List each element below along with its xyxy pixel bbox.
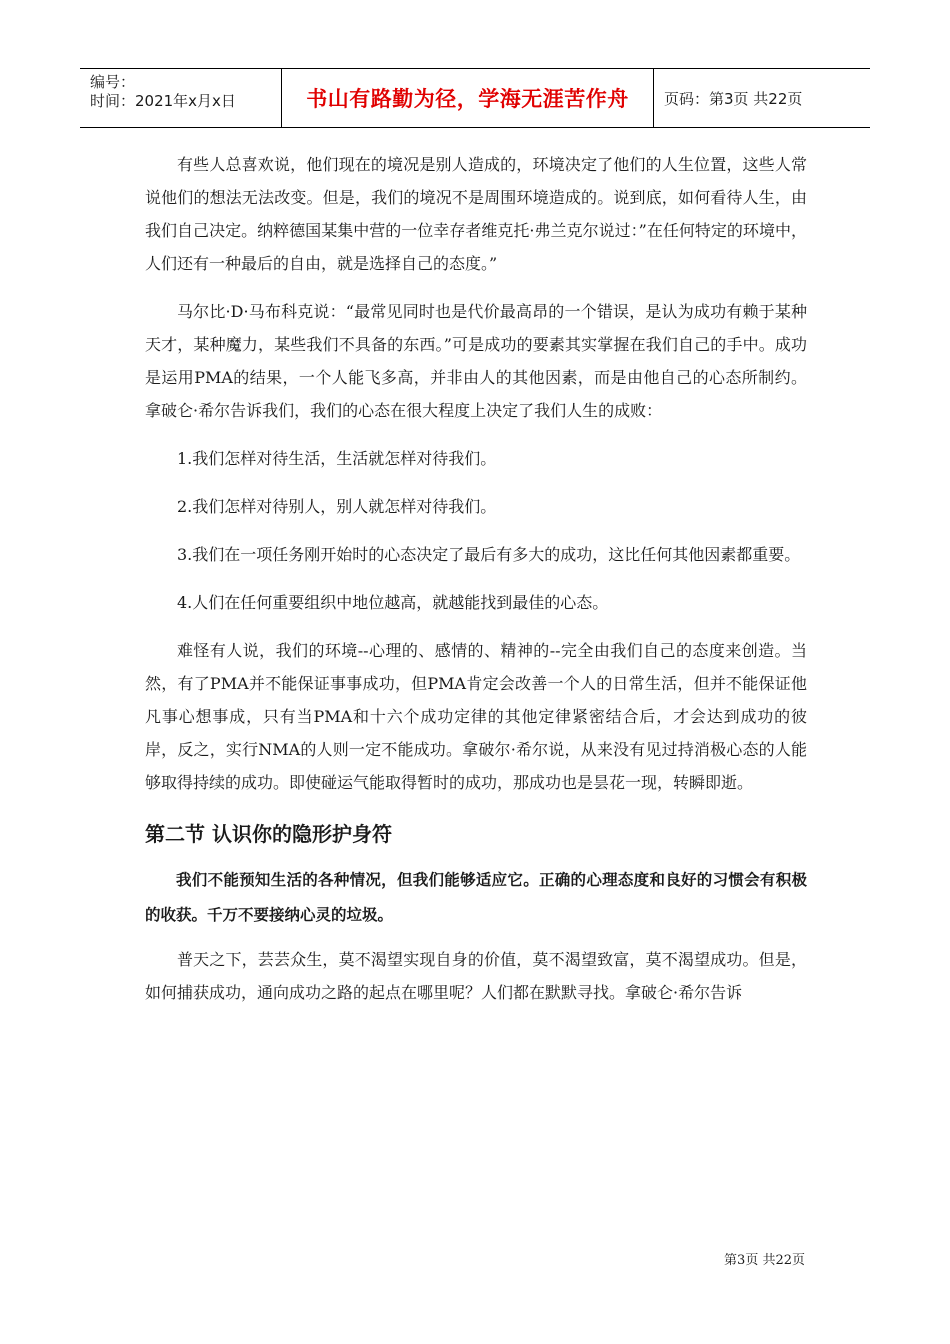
document-date: 时间：2021年x月x日 xyxy=(90,92,236,110)
list-item: 4.人们在任何重要组织中地位越高，就越能找到最佳的心态。 xyxy=(177,593,609,612)
header-motto: 书山有路勤为径，学海无涯苦作舟 xyxy=(282,69,654,127)
body-paragraph: 难怪有人说，我们的环境--心理的、感情的、精神的--完全由我们自己的态度来创造。当然，有了PMA并不能保证事事成功，但PMA肯定会改善一个人的日常生活，但并不能保证他凡事心想事成，只有当PMA和十六个成功定律的其他定律紧密结合后，才会达到成功的彼岸，反之，实行NMA的人则一定不能成功。拿破尔·希尔说，从来没有见过持消极心态的人能够取得持续的成功。即使碰运气能取得暂时的成功，那成功也是昙花一现，转瞬即逝。 xyxy=(145,641,807,792)
page-header xyxy=(80,68,870,128)
body-paragraph: 普天之下，芸芸众生，莫不渴望实现自身的价值，莫不渴望致富，莫不渴望成功。但是，如何捕获成功，通向成功之路的起点在哪里呢？人们都在默默寻找。拿破仑·希尔告诉 xyxy=(145,950,807,1002)
body-paragraph: 有些人总喜欢说，他们现在的境况是别人造成的，环境决定了他们的人生位置，这些人常说他们的想法无法改变。但是，我们的境况不是周围环境造成的。说到底，如何看待人生，由我们自己决定。纳粹德国某集中营的一位幸存者维克托·弗兰克尔说过：”在任何特定的环境中，人们还有一种最后的自由，就是选择自己的态度。” xyxy=(145,155,807,273)
body-paragraph: 马尔比·D·马布科克说：“最常见同时也是代价最高昂的一个错误，是认为成功有赖于某种天才，某种魔力，某些我们不具备的东西。”可是成功的要素其实掌握在我们自己的手中。成功是运用PMA的结果，一个人能飞多高，并非由人的其他因素，而是由他自己的心态所制约。拿破仑·希尔告诉我们，我们的心态在很大程度上决定了我们人生的成败： xyxy=(145,302,807,420)
document-number-label: 编号： xyxy=(90,73,136,91)
section-heading: 第二节 认识你的隐形护身符 xyxy=(145,822,392,846)
page-footer: 第3页 共22页 xyxy=(724,1253,805,1268)
list-item: 3.我们在一项任务刚开始时的心态决定了最后有多大的成功，这比任何其他因素都重要。 xyxy=(177,545,801,564)
header-meta xyxy=(80,69,282,127)
list-item: 2.我们怎样对待别人，别人就怎样对待我们。 xyxy=(177,497,497,516)
list-item: 1.我们怎样对待生活，生活就怎样对待我们。 xyxy=(177,449,497,468)
emphasis-paragraph: 我们不能预知生活的各种情况，但我们能够适应它。正确的心理态度和良好的习惯会有积极的收获。千万不要接纳心灵的垃圾。 xyxy=(145,871,807,924)
header-page-info: 页码：第3页 共22页 xyxy=(664,89,803,108)
document-body xyxy=(145,148,807,1024)
